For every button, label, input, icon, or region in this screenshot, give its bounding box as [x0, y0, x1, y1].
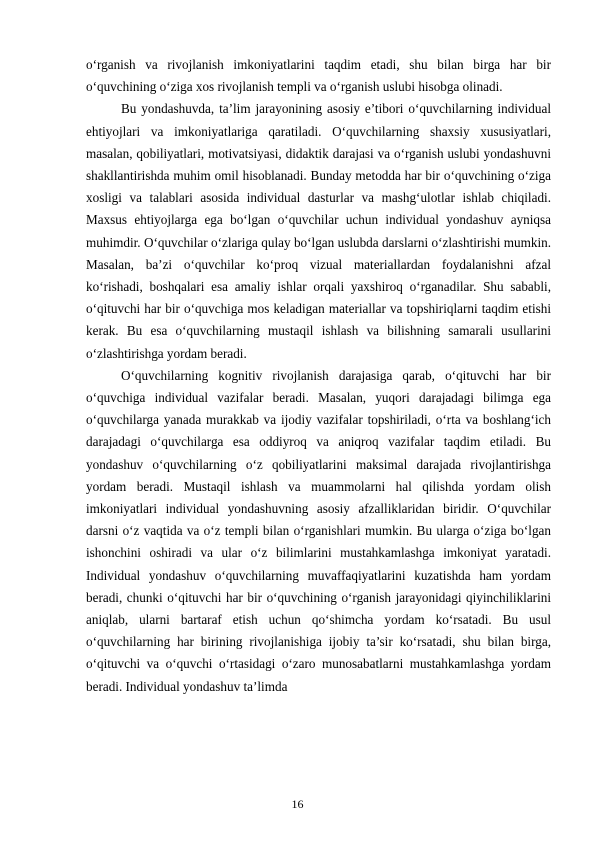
- paragraph-continuation: o‘rganish va rivojlanish imkoniyatlarini taqdim etadi, shu bilan birga har bir o‘quvchining o‘ziga xos rivojlanish templi va o‘rganish uslubi hisobga olinadi.: [86, 57, 551, 95]
- body-text: [86, 54, 551, 698]
- page-number: 16: [291, 797, 304, 811]
- paragraph-individual-needs: Bu yondashuvda, ta’lim jarayonining asosiy e’tibori o‘quvchilarning individual ehtiyojlari va imkoniyatlariga qaratiladi. O‘quvchilarning shaxsiy xususiyatlari, masalan, qobiliyatlari, motivatsiyasi, didaktik darajasi va o‘rganish uslubi yondashuvni shakllantirishda muhim omil hisoblanadi. Bunday metodda har bir o‘quvchining o‘ziga xosligi va talablari asosida individual dasturlar va mashg‘ulotlar ishlab chiqiladi. Maxsus ehtiyojlarga ega bo‘lgan o‘quvchilar uchun individual yondashuv ayniqsa muhimdir. O‘quvchilar o‘zlariga qulay bo‘lgan uslubda darslarni o‘zlashtirishi mumkin. Masalan, ba’zi o‘quvchilar ko‘proq vizual materiallardan foydalanishni afzal ko‘rishadi, boshqalari esa amaliy ishlar orqali yaxshiroq o‘rganadilar. Shu sababli, o‘qituvchi har bir o‘quvchiga mos keladigan materiallar va topshiriqlarni taqdim etishi kerak. Bu esa o‘quvchilarning mustaqil ishlash va bilishning samarali usullarini o‘zlashtirishga yordam beradi.: [86, 101, 551, 361]
- paragraph-cognitive-development: O‘quvchilarning kognitiv rivojlanish darajasiga qarab, o‘qituvchi har bir o‘quvchiga individual vazifalar beradi. Masalan, yuqori darajadagi bilimga ega o‘quvchilarga yanada murakkab va ijodiy vazifalar topshiriladi, o‘rta va boshlang‘ich darajadagi o‘quvchilarga esa oddiyroq va aniqroq vazifalar taqdim etiladi. Bu yondashuv o‘quvchilarning o‘z qobiliyatlarini maksimal darajada rivojlantirishga yordam beradi. Mustaqil ishlash va muammolarni hal qilishda yordam olish imkoniyatlari individual yondashuvning asosiy afzalliklaridan biridir. O‘quvchilar darsni o‘z vaqtida va o‘z templi bilan o‘rganishlari mumkin. Bu ularga o‘ziga bo‘lgan ishonchini oshiradi va ular o‘z bilimlarini mustahkamlashga imkoniyat yaratadi. Individual yondashuv o‘quvchilarning muvaffaqiyatlarini kuzatishda ham yordam beradi, chunki o‘qituvchi har bir o‘quvchining o‘rganish jarayonidagi qiyinchiliklarini aniqlab, ularni bartaraf etish uchun qo‘shimcha yordam ko‘rsatadi. Bu usul o‘quvchilarning har birining rivojlanishiga ijobiy ta’sir ko‘rsatadi, shu bilan birga, o‘qituvchi va o‘quvchi o‘rtasidagi o‘zaro munosabatlarni mustahkamlashga yordam beradi. Individual yondashuv ta’limda: [86, 367, 551, 694]
